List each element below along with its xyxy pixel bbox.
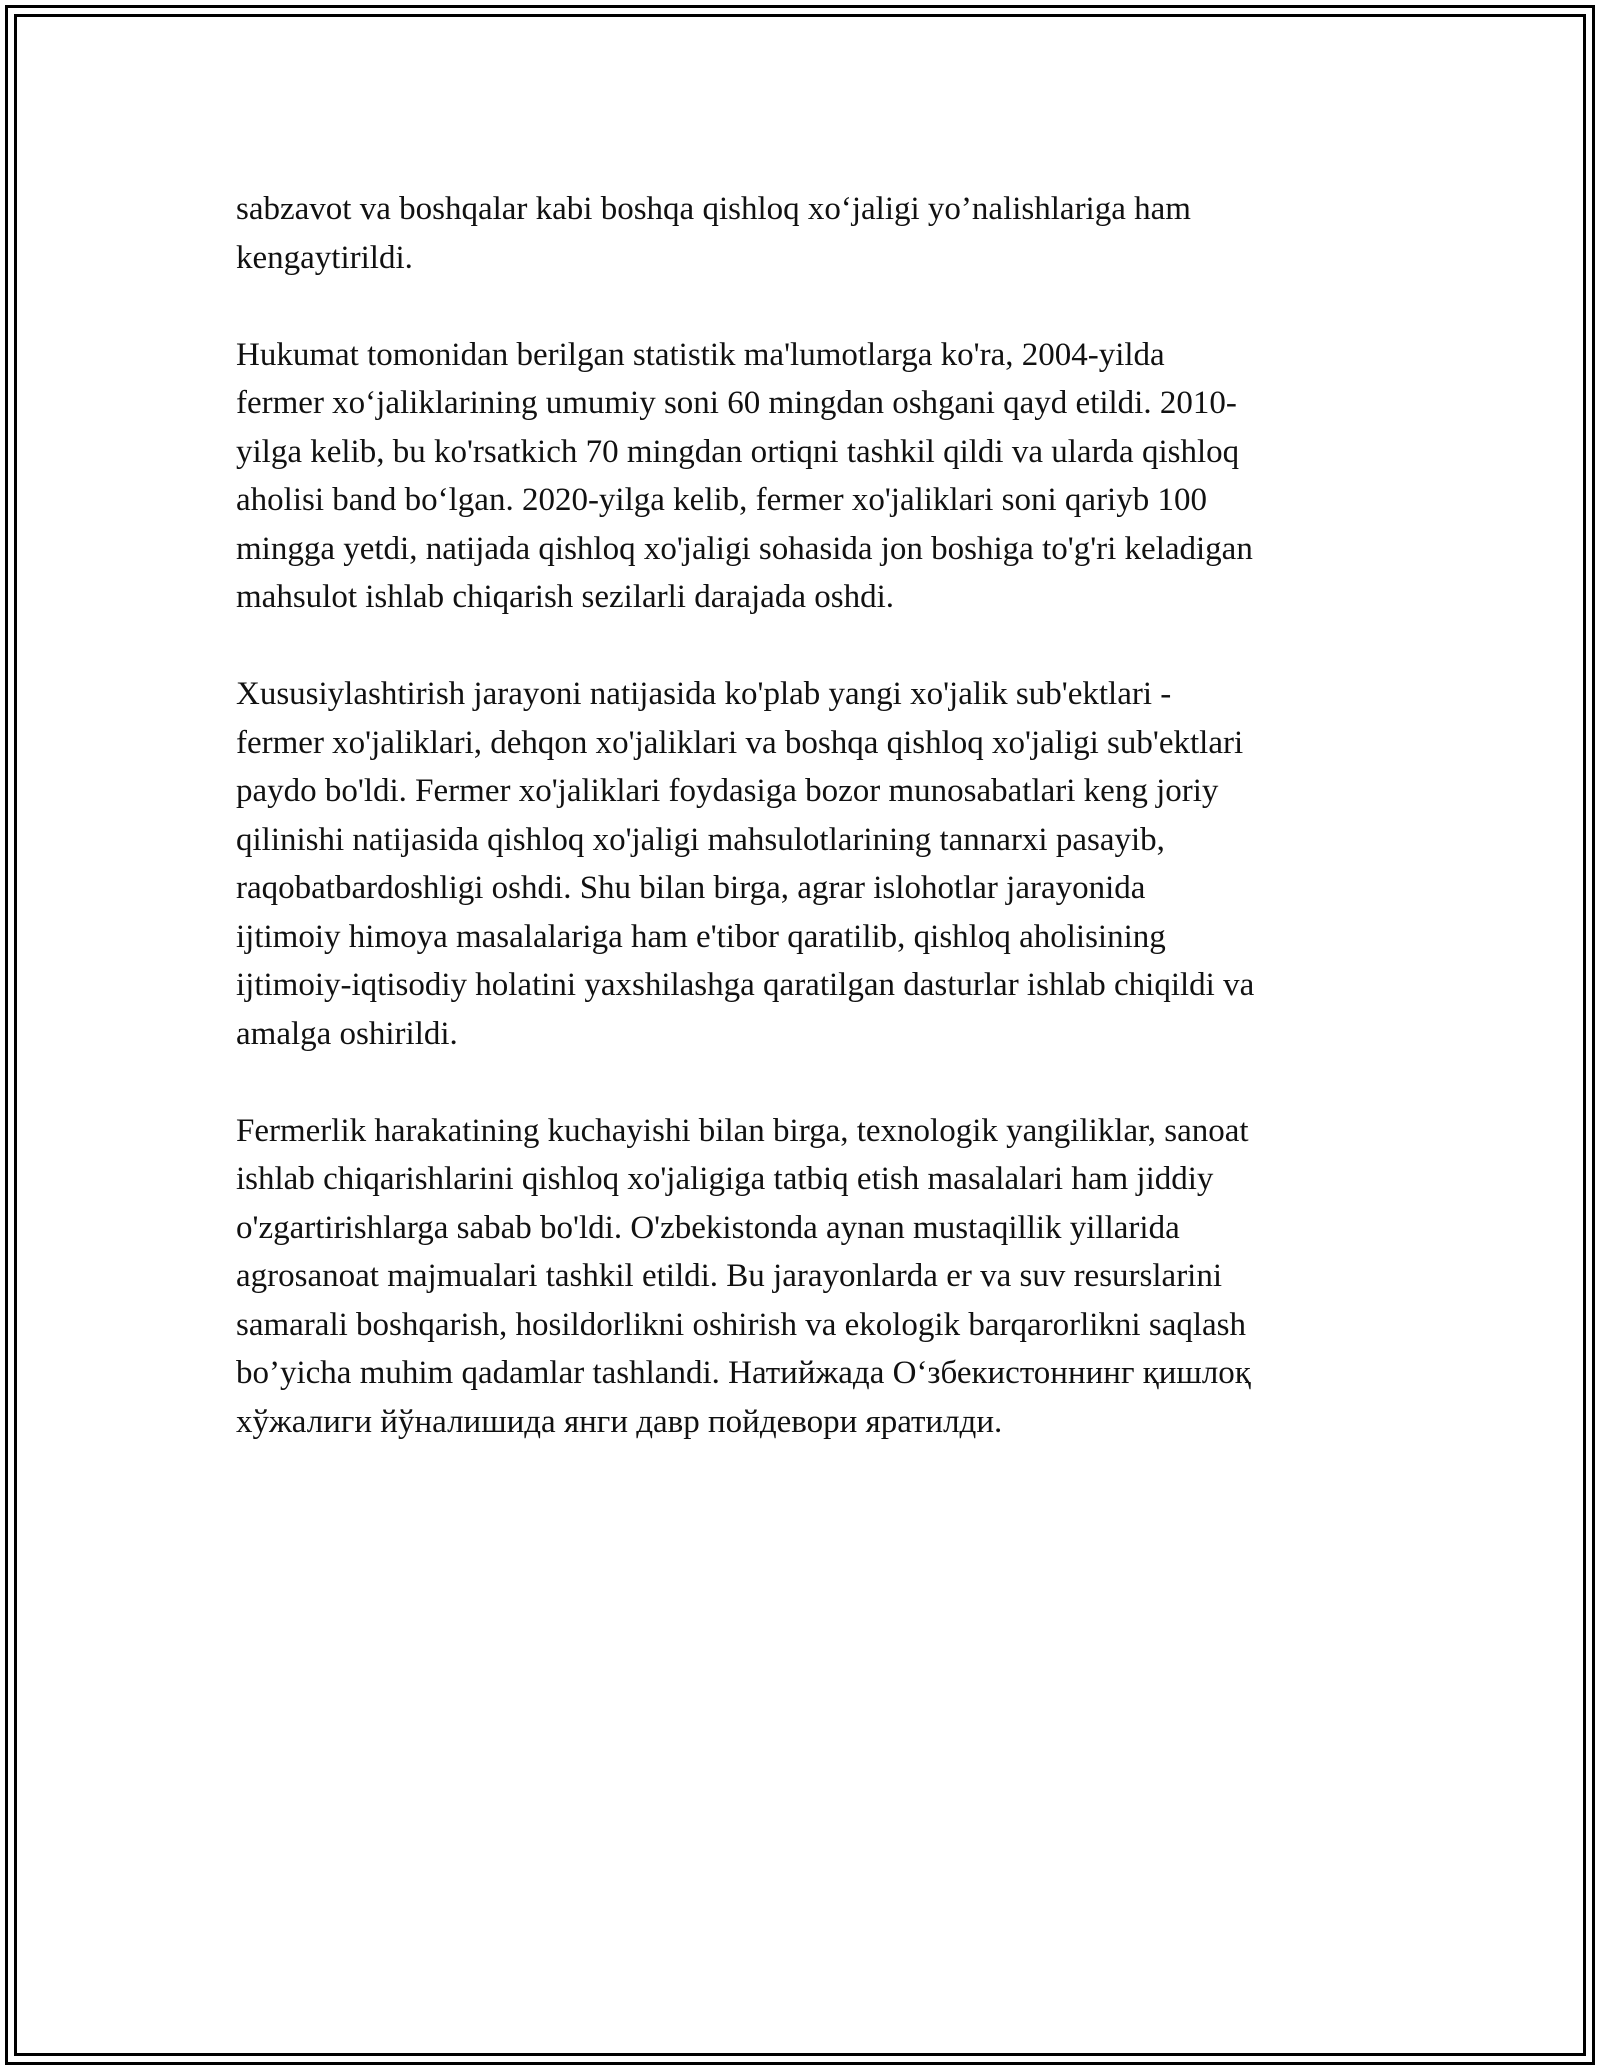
text-line: o'zgartirishlarga sabab bo'ldi. O'zbekistonda aynan mustaqillik yillarida — [236, 1209, 1180, 1246]
text-line: agrosanoat majmualari tashkil etildi. Bu jarayonlarda er va suv resurslarini — [236, 1258, 1223, 1294]
text-line: aholisi band bo‘lgan. 2020-yilga kelib, fermer xo'jaliklari soni qariyb 100 — [236, 482, 1207, 518]
text-line: samarali boshqarish, hosildorlikni oshirish va ekologik barqarorlikni saqlash — [236, 1306, 1246, 1343]
text-line: fermer xo‘jaliklarining umumiy soni 60 mingdan oshgani qayd etildi. 2010- — [236, 385, 1237, 421]
paragraph — [236, 331, 1396, 622]
text-line: paydo bo'ldi. Fermer xo'jaliklari foydasiga bozor munosabatlari keng joriy — [236, 773, 1219, 809]
text-line: amalga oshirildi. — [236, 1015, 458, 1052]
text-line: qilinishi natijasida qishloq xo'jaligi mahsulotlarining tannarxi pasayib, — [236, 821, 1165, 858]
text-line: Fermerlik harakatining kuchayishi bilan birga, texnologik yangiliklar, sanoat — [236, 1112, 1249, 1149]
text-line: Xususiylashtirish jarayoni natijasida ko'plab yangi xo'jalik sub'ektlari - — [236, 676, 1172, 712]
text-line: хўжалиги йўналишида янги давр пойдевори яратилди. — [236, 1403, 1003, 1440]
text-line: mingga yetdi, natijada qishloq xo'jaligi sohasida jon boshiga to'g'ri keladigan — [236, 530, 1253, 567]
text-line: yilga kelib, bu ko'rsatkich 70 mingdan ortiqni tashkil qildi va ularda qishloq — [236, 433, 1240, 470]
paragraph — [236, 1107, 1396, 1447]
paragraph — [236, 670, 1396, 1058]
paragraph — [236, 185, 1396, 282]
text-line: ishlab chiqarishlarini qishloq xo'jaligiga tatbiq etish masalalari ham jiddiy — [236, 1161, 1214, 1197]
text-line: mahsulot ishlab chiqarish sezilarli darajada oshdi. — [236, 579, 894, 615]
text-line: ijtimoiy himoya masalalariga ham e'tibor qaratilib, qishloq aholisining — [236, 918, 1166, 955]
text-line: Hukumat tomonidan berilgan statistik ma'lumotlarga ko'ra, 2004-yilda — [236, 336, 1165, 373]
text-line: sabzavot va boshqalar kabi boshqa qishloq xo‘jaligi yo’nalishlariga ham — [236, 191, 1191, 227]
text-line: kengaytirildi. — [236, 239, 413, 276]
text-line: fermer xo'jaliklari, dehqon xo'jaliklari va boshqa qishloq xo'jaligi sub'ektlari — [236, 724, 1244, 761]
text-line: raqobatbardoshligi oshdi. Shu bilan birga, agrar islohotlar jarayonida — [236, 870, 1146, 906]
text-line: ijtimoiy-iqtisodiy holatini yaxshilashga qaratilgan dasturlar ishlab chiqildi va — [236, 967, 1255, 1003]
text-line: bo’yicha muhim qadamlar tashlandi. Натийжада Oʻзбекистоннинг қишлоқ — [236, 1355, 1251, 1391]
document-body — [236, 185, 1396, 1495]
